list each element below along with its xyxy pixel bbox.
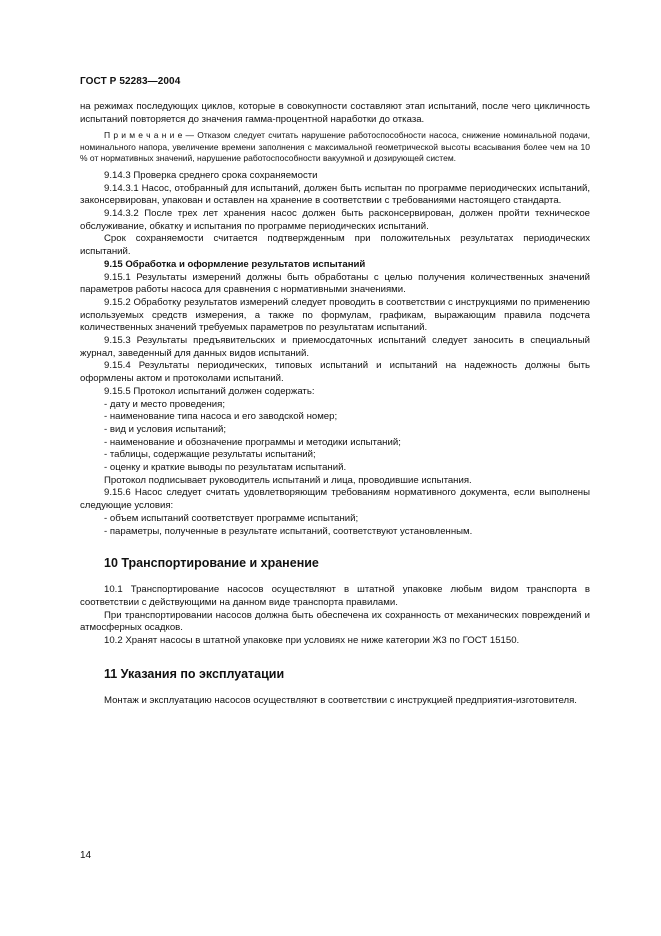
clause-10-1-continued: При транспортировании насосов должна быть обеспечена их сохранность от механических повреждений и атмосферных осадков.	[80, 609, 590, 634]
section-9-15-heading: 9.15 Обработка и оформление результатов испытаний	[104, 258, 366, 270]
clause-9-14-3-2: 9.14.3.2 После трех лет хранения насос должен быть расконсервирован, должен пройти техническое обслуживание, обкатку и испытания по программе периодических испытаний.	[80, 208, 590, 232]
clause-11-text: Монтаж и эксплуатацию насосов осуществляют в соответствии с инструкцией предприятия-изготовителя.	[104, 694, 577, 706]
clause-9-15-6: 9.15.6 Насос следует считать удовлетворяющим требованиям нормативного документа, если выполнены следующие условия:	[80, 487, 590, 512]
page-number: 14	[80, 850, 92, 861]
document-header: ГОСТ Р 52283—2004	[80, 76, 181, 87]
clause-9-14-3-1: 9.14.3.1 Насос, отобранный для испытаний, должен быть испытан по программе периодических испытаний, законсервирован, упакован и оставлен на хранение в соответствии с требованиями настоящего стандарта.	[80, 182, 590, 207]
clause-9-15-5: 9.15.5 Протокол испытаний должен содержать:	[104, 385, 315, 397]
section-10-heading: 10 Транспортирование и хранение	[104, 556, 319, 571]
clause-9-15-5-signature: Протокол подписывает руководитель испытаний и лица, проводившие испытания.	[104, 474, 472, 486]
section-11-heading: 11 Указания по эксплуатации	[104, 666, 285, 681]
list-item: - таблицы, содержащие результаты испытаний;	[104, 449, 316, 461]
clause-9-15-2: 9.15.2 Обработку результатов измерений следует проводить в соответствии с инструкциями по применению используемых средств измерения, а также по формулам, графикам, выражающим правила подсчета количественных значений требуемых параметров по результатам испытаний.	[80, 296, 590, 334]
list-item: - параметры, полученные в результате испытаний, соответствуют установленным.	[104, 525, 473, 537]
clause-9-15-4: 9.15.4 Результаты периодических, типовых испытаний и испытаний на надежность должны быть оформлены актом и протоколами испытаний.	[80, 360, 590, 385]
note-paragraph: П р и м е ч а н и е — Отказом следует считать нарушение работоспособности насоса, снижение номинальной подачи, номинального напора, увеличение времени заполнения с максимальной геометрической высоты всасывания более чем на 10 % от нормативных значений, нарушение работоспособности вакуумной и дозирующей систем.	[80, 130, 590, 164]
list-item: - вид и условия испытаний;	[104, 423, 226, 435]
clause-10-2: 10.2 Хранят насосы в штатной упаковке при условиях не ниже категории Ж3 по ГОСТ 15150.	[104, 635, 520, 647]
clause-9-14-3: 9.14.3 Проверка среднего срока сохраняемости	[104, 169, 318, 181]
list-item: - наименование и обозначение программы и методики испытаний;	[104, 436, 401, 448]
list-item: - объем испытаний соответствует программе испытаний;	[104, 512, 359, 524]
clause-9-15-3: 9.15.3 Результаты предъявительских и приемосдаточных испытаний следует заносить в специальный журнал, заведенный для данных видов испытаний.	[80, 335, 590, 359]
list-item: - оценку и краткие выводы по результатам испытаний.	[104, 462, 347, 474]
paragraph-continuation: на режимах последующих циклов, которые в совокупности составляют этап испытаний, после чего цикличность испытаний повторяется до значения гамма-процентной наработки до отказа.	[80, 101, 590, 125]
clause-10-1: 10.1 Транспортирование насосов осуществляют в штатной упаковке любым видом транспорта в соответствии с действующими на данном виде транспорта правилами.	[80, 584, 590, 608]
clause-9-15-1: 9.15.1 Результаты измерений должны быть обработаны с целью получения количественных значений параметров работы насоса для сравнения с нормативными значениями.	[80, 271, 590, 296]
clause-9-14-3-conclusion: Срок сохраняемости считается подтвержденным при положительных результатах периодических испытаний.	[80, 233, 590, 258]
document-body	[80, 101, 590, 708]
list-item: - дату и место проведения;	[104, 398, 226, 410]
list-item: - наименование типа насоса и его заводской номер;	[104, 411, 338, 423]
